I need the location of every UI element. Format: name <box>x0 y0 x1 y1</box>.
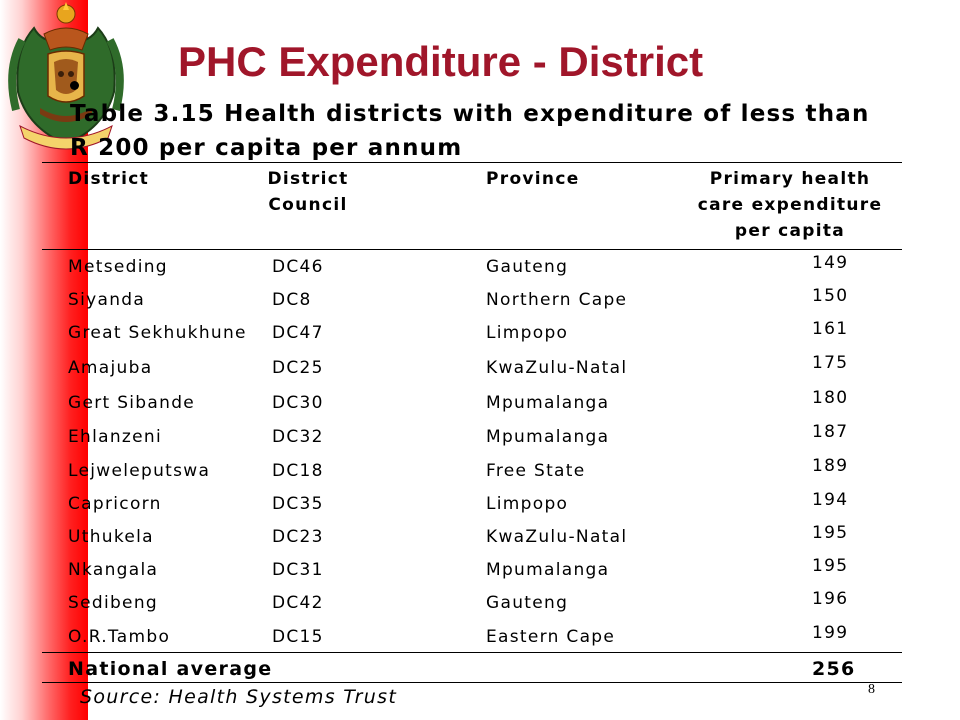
cell-province: Northern Cape <box>486 290 628 310</box>
header-province: Province <box>486 169 580 189</box>
cell-expenditure: 161 <box>812 319 849 339</box>
cell-council: DC30 <box>272 393 324 413</box>
slide-title: PHC Expenditure - District <box>178 38 704 85</box>
cell-council: DC31 <box>272 560 324 580</box>
cell-expenditure: 150 <box>812 286 849 306</box>
cell-council: DC23 <box>272 527 324 547</box>
header-phc-line3: per capita <box>734 221 846 241</box>
cell-council: DC47 <box>272 323 324 343</box>
cell-district: Siyanda <box>68 290 146 310</box>
table-bottom-rule <box>42 682 902 683</box>
cell-expenditure: 149 <box>812 253 849 273</box>
national-average-value: 256 <box>812 658 856 680</box>
cell-province: KwaZulu-Natal <box>486 527 628 547</box>
cell-council: DC18 <box>272 461 324 481</box>
source-note: Source: Health Systems Trust <box>80 686 398 708</box>
cell-expenditure: 196 <box>812 589 849 609</box>
cell-province: Limpopo <box>486 494 569 514</box>
cell-province: Limpopo <box>486 323 569 343</box>
cell-expenditure: 195 <box>812 556 849 576</box>
cell-province: Mpumalanga <box>486 427 610 447</box>
national-average-label: National average <box>68 658 273 680</box>
cell-province: Free State <box>486 461 586 481</box>
header-district: District <box>68 169 149 189</box>
cell-district: O.R.Tambo <box>68 627 171 647</box>
cell-province: Mpumalanga <box>486 560 610 580</box>
cell-district: Metseding <box>68 257 168 277</box>
cell-district: Ehlanzeni <box>68 427 163 447</box>
cell-province: Mpumalanga <box>486 393 610 413</box>
bullet-icon <box>70 81 79 90</box>
cell-council: DC15 <box>272 627 324 647</box>
cell-council: DC42 <box>272 593 324 613</box>
table-top-rule <box>42 162 902 163</box>
cell-district: Amajuba <box>68 358 153 378</box>
cell-district: Sedibeng <box>68 593 158 613</box>
cell-council: DC25 <box>272 358 324 378</box>
cell-expenditure: 194 <box>812 490 849 510</box>
cell-expenditure: 199 <box>812 623 849 643</box>
header-phc-expenditure <box>680 166 900 244</box>
national-top-rule <box>42 652 902 653</box>
cell-district: Capricorn <box>68 494 162 514</box>
cell-district: Gert Sibande <box>68 393 196 413</box>
header-phc-line2: care expenditure <box>697 195 883 215</box>
table-caption <box>70 97 870 165</box>
header-council-line2: Council <box>268 195 348 215</box>
page-number: 8 <box>868 682 875 697</box>
cell-district: Great Sekhukhune <box>68 323 247 343</box>
header-bottom-rule <box>42 249 902 250</box>
cell-council: DC8 <box>272 290 312 310</box>
cell-expenditure: 195 <box>812 523 849 543</box>
header-phc-line1: Primary health <box>709 169 871 189</box>
header-council-line1: District <box>267 169 349 189</box>
cell-council: DC32 <box>272 427 324 447</box>
cell-expenditure: 180 <box>812 388 849 408</box>
cell-council: DC46 <box>272 257 324 277</box>
cell-council: DC35 <box>272 494 324 514</box>
cell-province: Gauteng <box>486 257 569 277</box>
cell-province: Gauteng <box>486 593 569 613</box>
cell-district: Uthukela <box>68 527 154 547</box>
cell-expenditure: 175 <box>812 353 849 373</box>
cell-expenditure: 187 <box>812 422 849 442</box>
cell-province: KwaZulu-Natal <box>486 358 628 378</box>
cell-district: Lejweleputswa <box>68 461 211 481</box>
table-caption-line1: Table 3.15 Health districts with expenditure of less than <box>70 101 870 127</box>
table-caption-line2: R 200 per capita per annum <box>70 135 463 161</box>
cell-expenditure: 189 <box>812 456 849 476</box>
header-council <box>248 166 368 218</box>
cell-district: Nkangala <box>68 560 159 580</box>
cell-province: Eastern Cape <box>486 627 616 647</box>
